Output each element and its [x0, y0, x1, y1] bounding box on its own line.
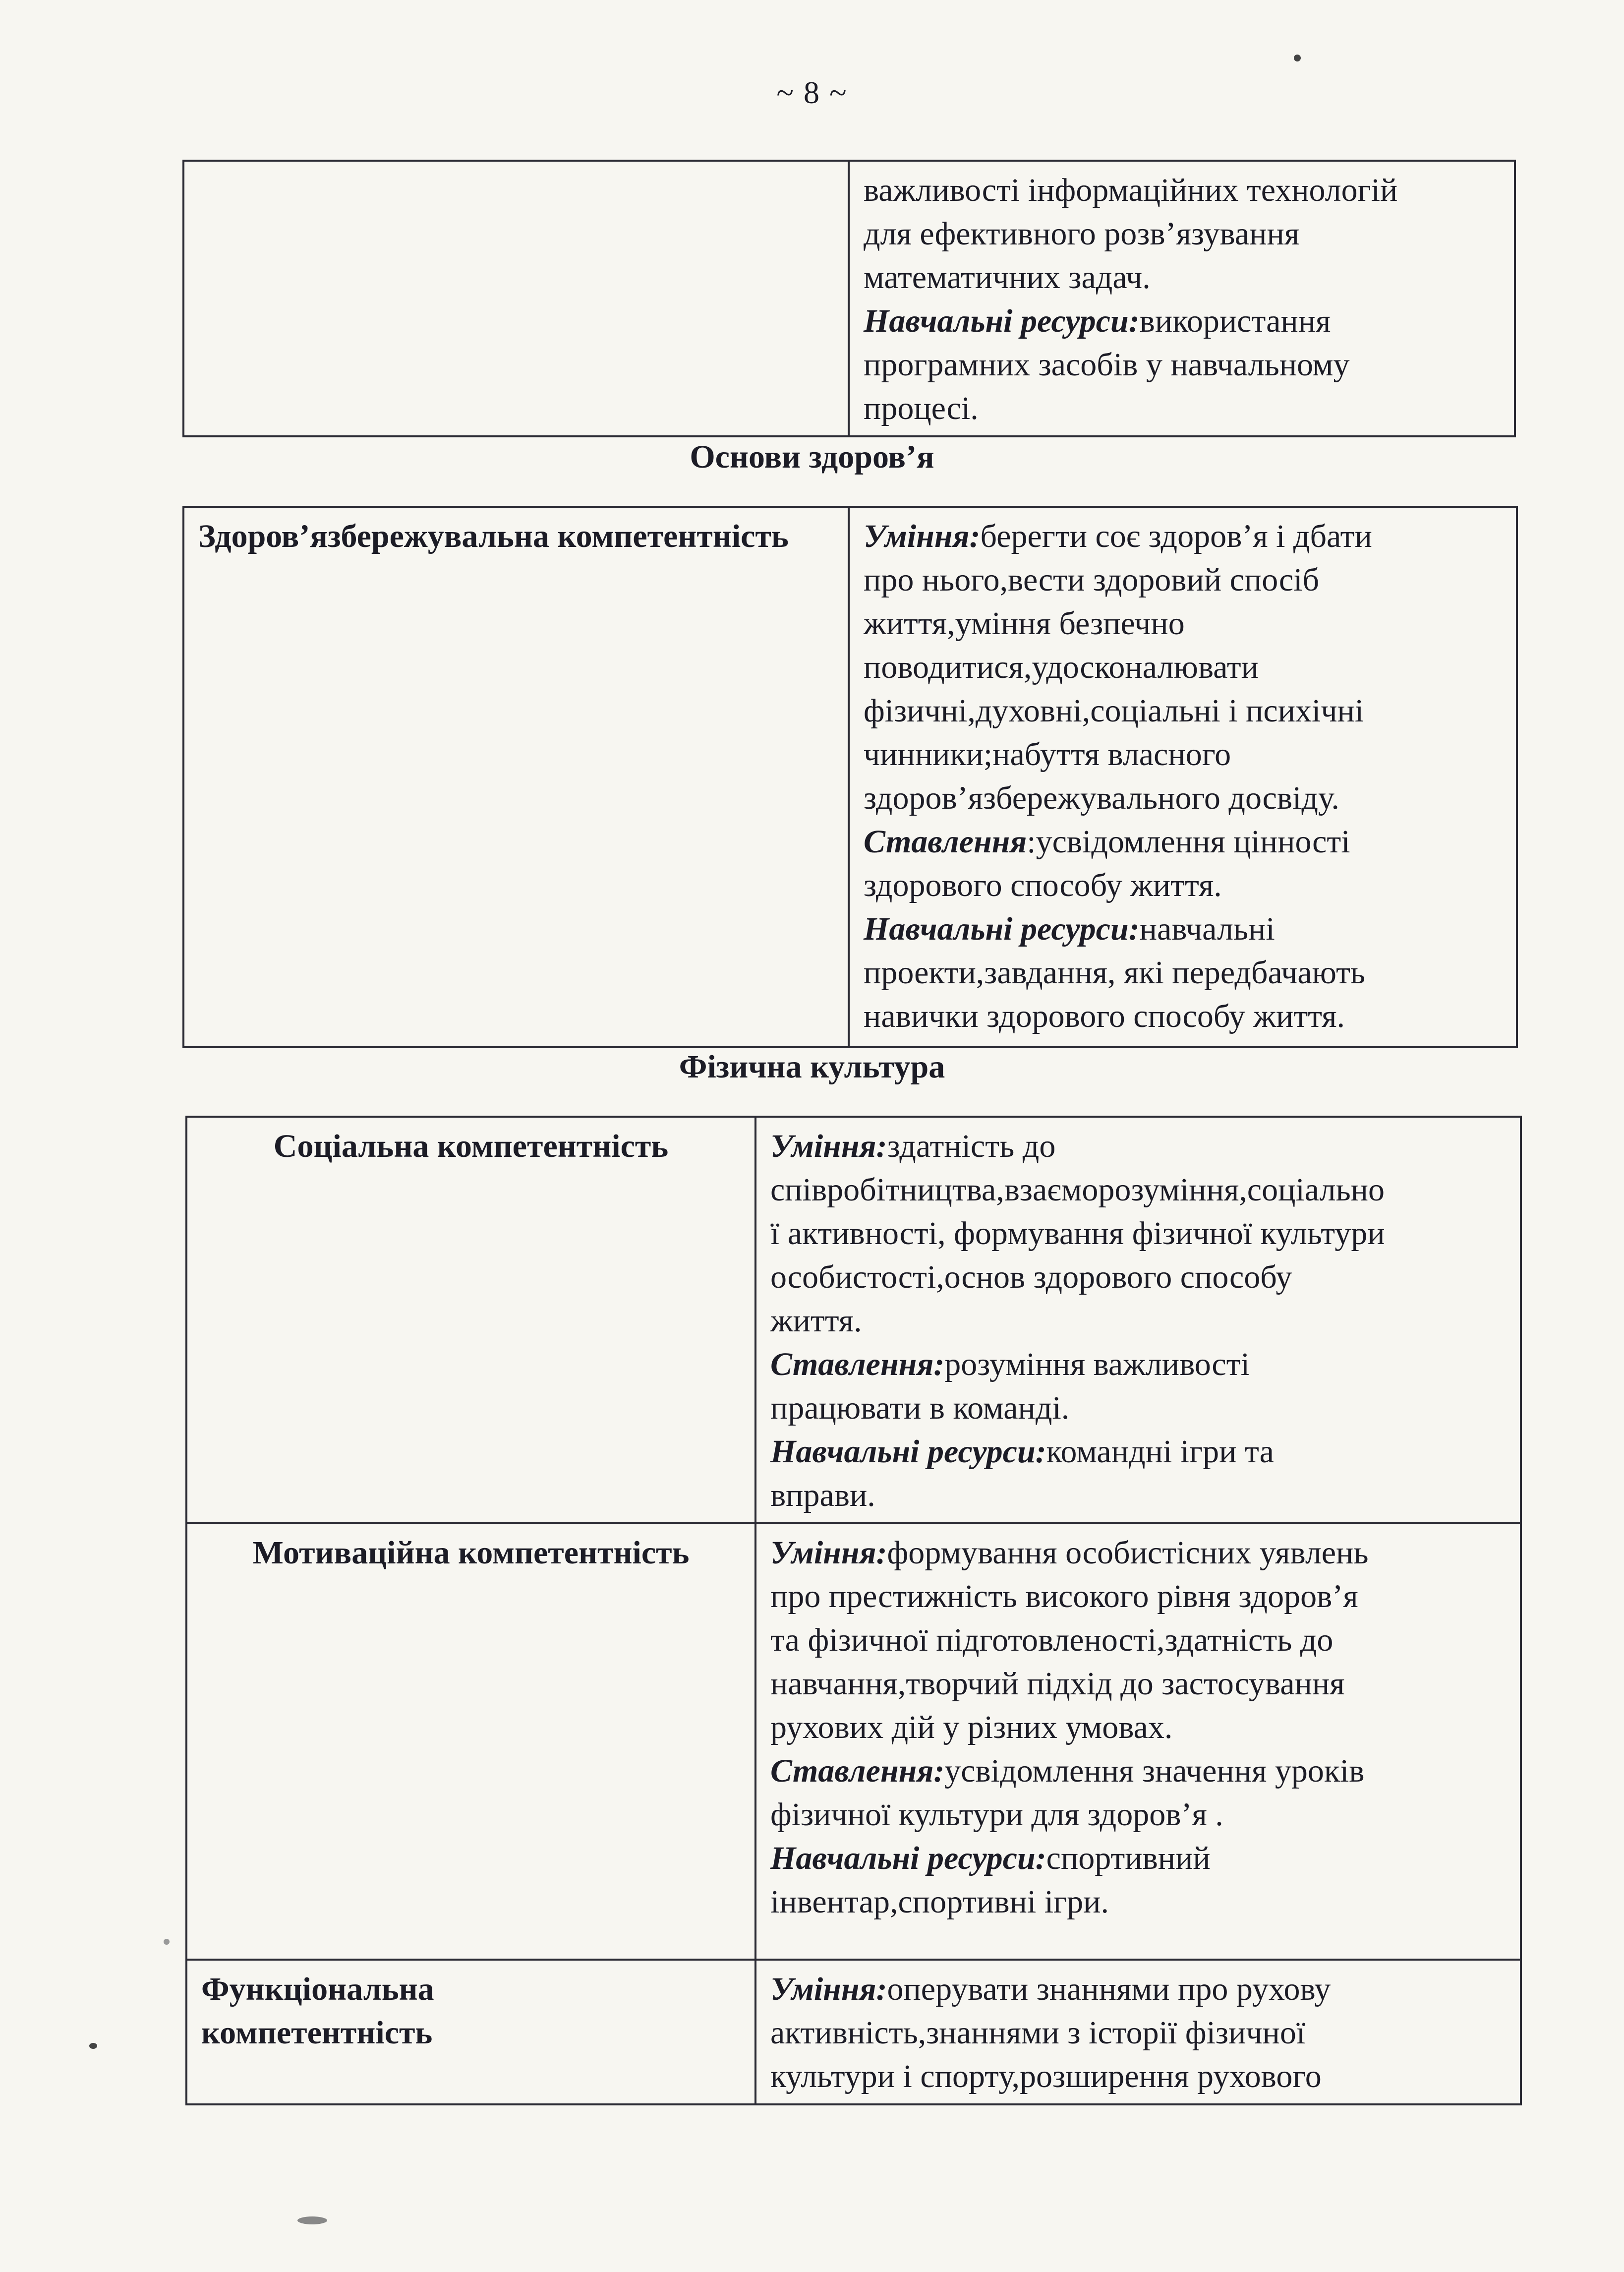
text-line: для ефективного розв’язування: [864, 216, 1300, 252]
description-cell: [755, 1117, 1521, 1523]
table-row: [183, 161, 1515, 436]
text-line: вправи.: [770, 1477, 875, 1513]
section-heading-health: Основи здоров’я: [690, 439, 934, 475]
scan-speck: [89, 2043, 97, 2049]
text-line: особистості,основ здорового способу: [770, 1259, 1292, 1295]
description-cell: [849, 507, 1517, 1047]
text-line: фізичні,духовні,соціальні і психічні: [864, 693, 1364, 729]
competence-cell: Соціальна компетентність: [186, 1117, 755, 1523]
text: розуміння важливості: [944, 1346, 1250, 1382]
text-line: математичних задач.: [864, 259, 1151, 296]
text-line: про престижність високого рівня здоров’я: [770, 1578, 1358, 1614]
resources-label: Навчальні ресурси:: [770, 1434, 1046, 1470]
text-line: ї активності, формування фізичної культури: [770, 1215, 1385, 1252]
table-row: [186, 1117, 1521, 1523]
text-line: життя.: [770, 1303, 862, 1339]
text-line: працювати в команді.: [770, 1390, 1070, 1426]
attitude-label: Ставлення: [864, 824, 1027, 860]
competence-cell: Функціональна компетентність: [186, 1960, 755, 2104]
text-line: поводитися,удосконалювати: [864, 649, 1259, 685]
attitude-line: [770, 1749, 1506, 1793]
text: берегти соє здоров’я і дбати: [980, 518, 1372, 554]
table-continuation: [182, 160, 1516, 437]
text: формування особистісних уявлень: [887, 1535, 1369, 1571]
text-line: програмних засобів у навчальному: [864, 347, 1350, 383]
skills-line: [864, 515, 1502, 558]
table-health: [182, 506, 1518, 1048]
table-row: [186, 1960, 1521, 2104]
text: навчальні: [1139, 911, 1275, 947]
text: :усвідомлення цінності: [1027, 824, 1350, 860]
text-line: важливості інформаційних технологій: [864, 172, 1398, 208]
skills-line: [770, 1125, 1506, 1168]
text: оперувати знаннями про рухову: [887, 1971, 1331, 2007]
resources-line: [864, 299, 1500, 343]
table-row: [186, 1523, 1521, 1960]
scan-speck: [297, 2216, 327, 2224]
skills-line: [770, 1968, 1506, 2011]
competence-cell: Здоров’язбережувальна компетентність: [183, 507, 849, 1047]
table-physical-culture: [185, 1116, 1522, 2105]
text-line: культури і спорту,розширення рухового: [770, 2058, 1322, 2094]
text-line: чинники;набуття власного: [864, 736, 1231, 773]
resources-line: [770, 1430, 1506, 1474]
text-line: інвентар,спортивні ігри.: [770, 1884, 1109, 1920]
skills-label: Уміння:: [770, 1535, 887, 1571]
text-line: життя,уміння безпечно: [864, 605, 1185, 642]
resources-line: [770, 1837, 1506, 1880]
text-line: співробітництва,взаєморозуміння,соціально: [770, 1172, 1385, 1208]
text-line: та фізичної підготовленості,здатність до: [770, 1622, 1334, 1658]
text: командні ігри та: [1046, 1434, 1274, 1470]
scan-speck: [1294, 55, 1301, 61]
text-line: фізичної культури для здоров’я .: [770, 1796, 1223, 1833]
left-cell: [183, 161, 849, 436]
text-line: здорового способу життя.: [864, 867, 1222, 903]
text-line: процесі.: [864, 390, 979, 426]
text: усвідомлення значення уроків: [944, 1753, 1365, 1789]
skills-label: Уміння:: [770, 1971, 887, 2007]
attitude-label: Ставлення:: [770, 1346, 945, 1382]
table-row: [183, 507, 1517, 1047]
competence-cell: Мотиваційна компетентність: [186, 1523, 755, 1960]
section-heading-pe: Фізична культура: [679, 1049, 945, 1085]
attitude-line: [864, 820, 1502, 864]
text-line: навички здорового способу життя.: [864, 998, 1345, 1034]
text-line: навчання,творчий підхід до застосування: [770, 1666, 1345, 1702]
page-number: ~ 8 ~: [776, 75, 848, 110]
skills-label: Уміння:: [770, 1128, 887, 1164]
text-line: про нього,вести здоровий спосіб: [864, 562, 1320, 598]
text: здатність до: [887, 1128, 1056, 1164]
text-line: проекти,завдання, які передбачають: [864, 955, 1366, 991]
description-cell: [755, 1523, 1521, 1960]
resources-line: [864, 907, 1502, 951]
text-line: активність,знаннями з історії фізичної: [770, 2015, 1306, 2051]
text: використання: [1139, 303, 1331, 339]
skills-line: [770, 1531, 1506, 1575]
text-line: здоров’язбережувального досвіду.: [864, 780, 1339, 816]
resources-label: Навчальні ресурси:: [770, 1840, 1046, 1876]
attitude-line: [770, 1343, 1506, 1386]
resources-label: Навчальні ресурси:: [864, 303, 1140, 339]
scan-speck: [164, 1939, 170, 1945]
description-cell: [755, 1960, 1521, 2104]
right-cell: [849, 161, 1515, 436]
attitude-label: Ставлення:: [770, 1753, 945, 1789]
skills-label: Уміння:: [864, 518, 981, 554]
text-line: рухових дій у різних умовах.: [770, 1709, 1173, 1745]
resources-label: Навчальні ресурси:: [864, 911, 1140, 947]
text: спортивний: [1046, 1840, 1211, 1876]
